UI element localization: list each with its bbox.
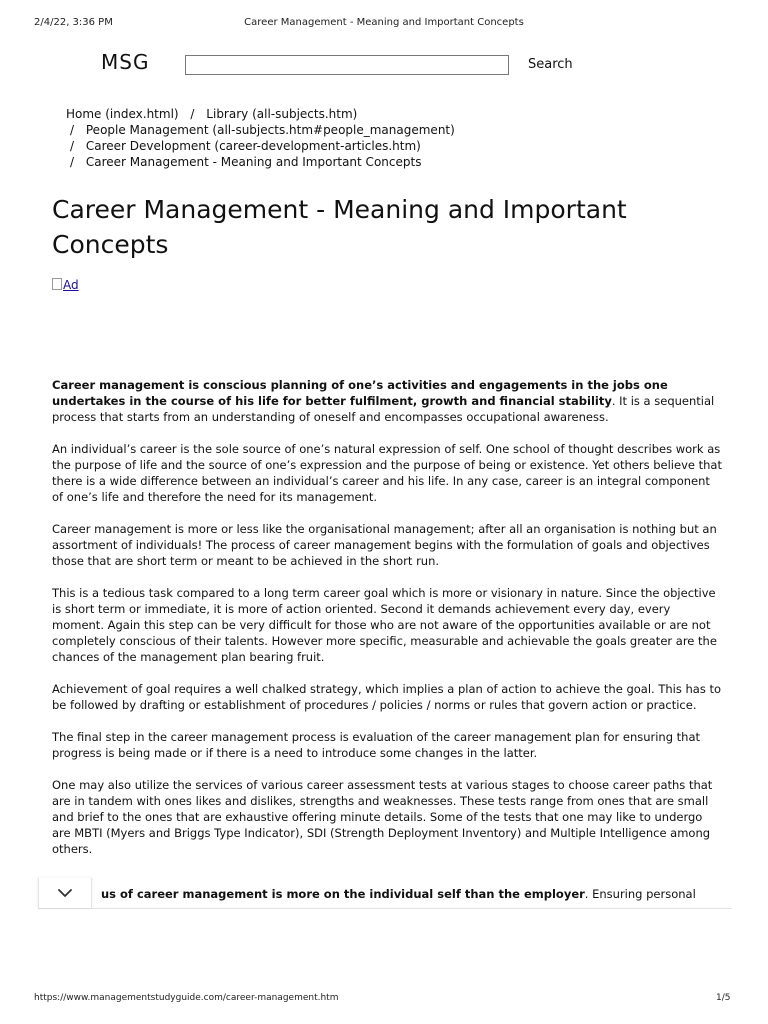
collapse-button[interactable]	[38, 878, 92, 908]
breadcrumb-library[interactable]: Library (all-subjects.htm)	[206, 107, 358, 121]
page-count: 1/5	[716, 993, 731, 1003]
paragraph: One may also utilize the services of various career assessment tests at various stages to choose career paths that are in tandem with ones likes and dislikes, strengths and weaknesses. These tests range from ones that are small and brief to the ones that are exhaustive offering minute details. Some of the tests that one may like to undergo are MBTI (Myers and Briggs Type Indicator), SDI (Strength Deployment Inventory) and Multiple Intelligence among others.	[52, 778, 713, 856]
breadcrumb-separator: /	[190, 107, 195, 121]
paragraph-text: . Ensuring personal	[584, 887, 696, 901]
search-button[interactable]: Search	[528, 57, 573, 72]
print-header	[0, 17, 768, 31]
breadcrumb-home[interactable]: Home (index.html)	[66, 107, 179, 121]
paragraph-bold: us of career management is more on the individual self than the employer	[101, 887, 585, 901]
print-date: 2/4/22, 3:36 PM	[34, 17, 113, 28]
paragraph: Achievement of goal requires a well chalked strategy, which implies a plan of action to achieve the goal. This has to be followed by drafting or establishment of procedures / policies / norms or rules that govern action or practice.	[52, 682, 722, 712]
article-body	[52, 377, 724, 873]
ad-image-alt: Ad	[63, 278, 79, 292]
bottom-ad-bar	[38, 878, 732, 909]
paragraph: An individual’s career is the sole source of one’s natural expression of self. One school of thought describes work as the purpose of life and the source of one’s expression and the purpose of being or existence. Yet others believe that there is a wide difference between an individual’s career and his life. In any case, career is an integral component of one’s life and therefore the need for its management.	[52, 442, 722, 504]
paragraph-text: . It is a sequential process that starts from an understanding of oneself and encompasses occupational awareness.	[52, 394, 715, 424]
breadcrumb-career-development[interactable]: Career Development (career-development-articles.htm)	[85, 139, 421, 153]
print-url: https://www.managementstudyguide.com/career-management.htm	[34, 993, 339, 1003]
paragraph	[52, 377, 724, 425]
search-input[interactable]	[185, 55, 509, 75]
paragraph: Career management is more or less like the organisational management; after all an organisation is nothing but an assortment of individuals! The process of career management begins with the formulation of goals and objectives those that are short term or meant to be achieved in the short run.	[52, 522, 717, 568]
print-title: Career Management - Meaning and Important Concepts	[244, 17, 524, 28]
breadcrumb-separator: /	[70, 123, 75, 137]
paragraph-bold: Career management is conscious planning of one’s activities and engagements in the jobs one undertakes in the course of his life for better fulfilment, growth and financial stability	[52, 378, 668, 408]
ad-image-link[interactable]	[52, 278, 88, 294]
paragraph: The final step in the career management process is evaluation of the career management plan for ensuring that progress is being made or if there is a need to introduce some changes in the latter.	[52, 730, 701, 760]
breadcrumb-current: Career Management - Meaning and Important Concepts	[85, 155, 422, 169]
paragraph: This is a tedious task compared to a long term career goal which is more or visionary in nature. Since the objective is short term or immediate, it is more of action oriented. Second it demands achievement every day, every moment. Again this step can be very difficult for those who are not aware of the opportunities available or are not completely conscious of their talents. However more specific, measurable and achievable the goals greater are the chances of the management plan bearing fruit.	[52, 586, 717, 664]
broken-image-icon	[52, 278, 62, 290]
chevron-down-icon	[57, 888, 73, 898]
site-logo[interactable]: MSG	[101, 50, 150, 74]
breadcrumb-people-management[interactable]: People Management (all-subjects.htm#people_management)	[85, 123, 455, 137]
page-title: Career Management - Meaning and Important Concepts	[52, 195, 627, 259]
breadcrumb	[66, 106, 726, 170]
breadcrumb-separator: /	[70, 139, 75, 153]
breadcrumb-separator: /	[70, 155, 75, 169]
